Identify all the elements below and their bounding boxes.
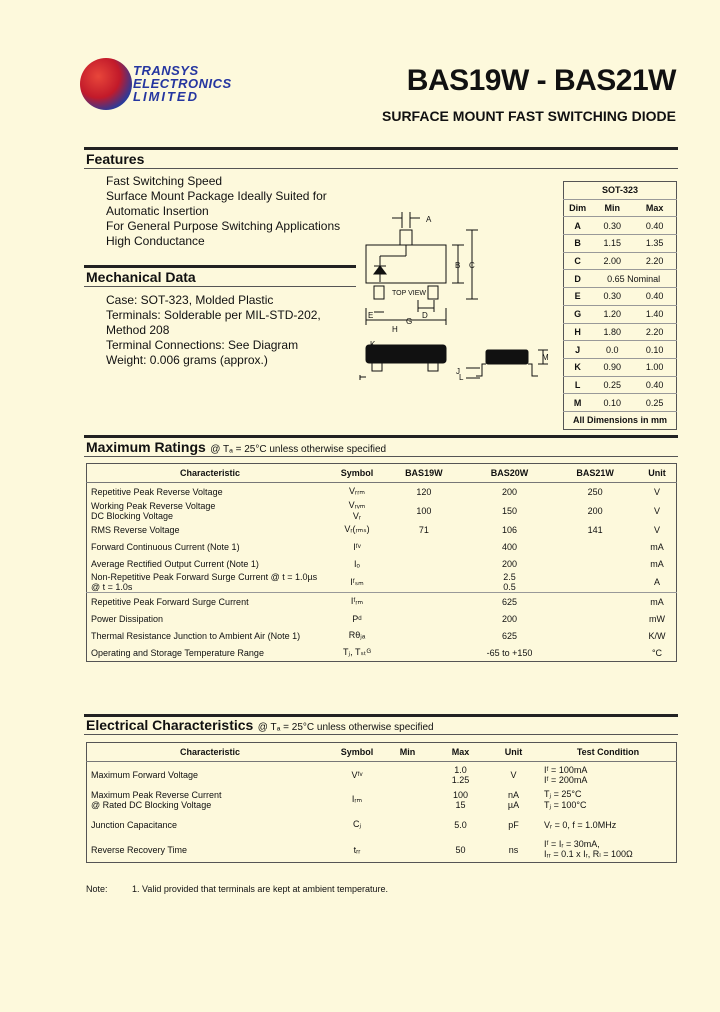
features-list xyxy=(106,174,366,249)
package-diagram xyxy=(356,200,556,390)
product-subtitle: SURFACE MOUNT FAST SWITCHING DIODE xyxy=(382,108,676,124)
company-name xyxy=(133,64,232,103)
value-cell: 141 xyxy=(587,524,603,535)
dim-label-g: G xyxy=(406,317,413,326)
divider xyxy=(84,286,356,287)
col-header: Characteristic xyxy=(87,743,334,762)
dim-row: A 0.30 0.40 xyxy=(564,217,677,235)
dims-footer: All Dimensions in mm xyxy=(572,415,668,426)
dim-row: J 0.0 0.10 xyxy=(564,341,677,359)
dim-label-j: J xyxy=(456,367,460,376)
mechanical-item: Weight: 0.006 grams (approx.) xyxy=(106,353,268,367)
value-cell: 625 xyxy=(381,593,638,611)
dim-label-b: B xyxy=(455,261,461,270)
divider xyxy=(84,147,678,150)
electrical-table xyxy=(86,742,677,863)
value-cell: 200 xyxy=(587,505,603,516)
mechanical-list xyxy=(106,293,346,368)
col-header: Test Condition xyxy=(540,743,677,762)
unit-cell: K/W xyxy=(648,630,666,641)
unit-cell: V xyxy=(653,486,660,497)
features-title: Features xyxy=(86,151,145,167)
dim-label-a: A xyxy=(426,215,432,224)
dim-row: G 1.20 1.40 xyxy=(564,305,677,323)
characteristic-cell: Junction Capacitance xyxy=(91,819,178,830)
pin-bottom-left xyxy=(374,286,384,299)
value-cell: 150 xyxy=(501,505,517,516)
dim-row: C 2.00 2.20 xyxy=(564,252,677,270)
unit-cell: V xyxy=(510,769,517,780)
feature-item: Automatic Insertion xyxy=(106,204,209,218)
unit-cell: °C xyxy=(651,647,663,658)
characteristic-cell: Working Peak Reverse Voltage DC Blocking Voltage xyxy=(91,500,216,521)
dim-label-l: L xyxy=(459,373,464,382)
unit-cell: V xyxy=(653,505,660,516)
col-header: Unit xyxy=(487,743,540,762)
table-row xyxy=(87,572,677,593)
symbol-cell: Rθⱼₐ xyxy=(348,630,366,640)
symbol-cell: Vᵣ(ᵣₘₛ) xyxy=(344,524,370,534)
mechanical-item: Terminal Connections: See Diagram xyxy=(106,338,299,352)
electrical-note: @ Tₐ = 25°C unless otherwise specified xyxy=(257,722,434,733)
footnote-text: 1. Valid provided that terminals are kept at ambient temperature. xyxy=(132,884,388,894)
dimensions-table xyxy=(563,181,677,430)
characteristic-cell: Reverse Recovery Time xyxy=(91,844,188,855)
value-cell: 120 xyxy=(416,486,432,497)
dim-row: B 1.15 1.35 xyxy=(564,235,677,253)
col-header: BAS21W xyxy=(552,464,638,483)
min-cell xyxy=(381,837,434,863)
symbol-cell: Iᶠᵛ xyxy=(353,541,361,552)
unit-cell: ns xyxy=(508,844,519,855)
col-header: Symbol xyxy=(333,743,381,762)
test-condition-cell: Tⱼ = 25°C Tⱼ = 100°C xyxy=(544,788,587,810)
unit-cell: mA xyxy=(638,593,677,611)
feature-item: Fast Switching Speed xyxy=(106,174,223,188)
col-header: BAS20W xyxy=(467,464,553,483)
logo-line-3: LIMITED xyxy=(133,89,199,104)
table-row xyxy=(87,593,677,611)
feature-item: For General Purpose Switching Applications xyxy=(106,219,341,233)
dim-label-c: C xyxy=(469,261,475,270)
pin-bottom-right xyxy=(428,286,438,299)
dim-label-e: E xyxy=(368,311,374,320)
dim-row: H 1.80 2.20 xyxy=(564,323,677,341)
table-row xyxy=(87,837,677,863)
feature-item: High Conductance xyxy=(106,234,205,248)
mechanical-item: Terminals: Solderable per MIL-STD-202, xyxy=(106,308,321,322)
symbol-cell: Vᵣᵥₘ Vᵣ xyxy=(348,500,366,521)
logo-line-2: ELECTRONICS xyxy=(133,76,232,91)
table-row xyxy=(87,644,677,662)
col-header: Symbol xyxy=(333,464,381,483)
symbol-cell: Vᶠᵛ xyxy=(351,769,363,780)
part-number-title: BAS19W - BAS21W xyxy=(406,64,676,97)
max-cell: 5.0 xyxy=(454,819,467,830)
unit-cell: mW xyxy=(649,613,665,624)
dim-header: Min xyxy=(591,199,633,217)
table-row xyxy=(87,483,677,501)
col-header: Characteristic xyxy=(87,464,334,483)
divider xyxy=(84,265,356,268)
table-row xyxy=(87,812,677,837)
value-cell: -65 to +150 xyxy=(486,647,533,658)
unit-cell: mA xyxy=(650,558,664,569)
value-cell: 200 xyxy=(501,486,517,497)
characteristic-cell: Average Rectified Output Current (Note 1) xyxy=(91,558,259,569)
electrical-heading xyxy=(86,717,434,735)
dim-row: L 0.25 0.40 xyxy=(564,376,677,394)
dim-row: M 0.10 0.25 xyxy=(564,394,677,412)
characteristic-cell: Maximum Forward Voltage xyxy=(91,769,199,780)
min-cell xyxy=(381,762,434,788)
dim-row: K 0.90 1.00 xyxy=(564,358,677,376)
dim-row: D 0.65 Nominal xyxy=(564,270,677,288)
characteristic-cell: Operating and Storage Temperature Range xyxy=(91,647,264,658)
characteristic-cell: Power Dissipation xyxy=(91,613,164,624)
table-row xyxy=(87,787,677,812)
value-cell: 200 xyxy=(501,558,518,569)
dim-label-m: M xyxy=(542,353,549,362)
symbol-cell: Iᶠₛₘ xyxy=(350,576,364,587)
mechanical-item: Case: SOT-323, Molded Plastic xyxy=(106,293,274,307)
package-body-side xyxy=(366,345,446,363)
footnote xyxy=(86,884,388,894)
pin-top xyxy=(400,230,412,245)
table-row xyxy=(87,762,677,788)
col-header: Unit xyxy=(638,464,677,483)
value-cell: 106 xyxy=(501,524,517,535)
value-cell: 2.5 0.5 xyxy=(503,572,516,592)
col-header: Max xyxy=(434,743,487,762)
min-cell xyxy=(381,812,434,837)
characteristic-cell: RMS Reverse Voltage xyxy=(91,524,180,535)
table-row xyxy=(87,610,677,627)
unit-cell: nA µA xyxy=(507,789,520,810)
ratings-note: @ Tₐ = 25°C unless otherwise specified xyxy=(210,444,387,455)
divider xyxy=(84,168,678,169)
col-header: Min xyxy=(381,743,434,762)
value-cell: 200 xyxy=(501,613,518,624)
footnote-label: Note: xyxy=(86,884,108,894)
divider xyxy=(84,456,678,457)
ratings-table xyxy=(86,463,677,662)
logo-line-1: TRANSYS xyxy=(133,63,199,78)
table-row xyxy=(87,521,677,538)
symbol-cell: tᵣᵣ xyxy=(353,844,361,855)
characteristic-cell: Repetitive Peak Reverse Voltage xyxy=(91,486,223,497)
value-cell: 625 xyxy=(501,630,518,641)
symbol-cell: Iᶠᵣₘ xyxy=(333,593,381,611)
value-cell: 250 xyxy=(587,486,603,497)
table-row xyxy=(87,538,677,555)
symbol-cell: Iᵣₘ xyxy=(351,794,363,804)
ratings-heading xyxy=(86,439,386,457)
symbol-cell: Cⱼ xyxy=(352,819,362,829)
dim-header: Dim xyxy=(564,199,592,217)
characteristic-cell: Non-Repetitive Peak Forward Surge Current @ t = 1.0µs @ t = 1.0s xyxy=(91,572,318,592)
package-name: SOT-323 xyxy=(564,182,677,200)
feature-item: Surface Mount Package Ideally Suited for xyxy=(106,189,327,203)
mechanical-title: Mechanical Data xyxy=(86,269,196,285)
col-header: BAS19W xyxy=(381,464,467,483)
ratings-title: Maximum Ratings xyxy=(86,439,206,455)
test-condition-cell: Iᶠ = 100mA Iᶠ = 200mA xyxy=(544,764,588,785)
unit-cell: pF xyxy=(508,819,519,830)
characteristic-cell: Thermal Resistance Junction to Ambient Air (Note 1) xyxy=(91,630,301,641)
value-cell: 71 xyxy=(418,524,429,535)
symbol-cell: Pᵈ xyxy=(352,613,362,624)
symbol-cell: Vᵣᵣₘ xyxy=(349,486,365,496)
dim-row: E 0.30 0.40 xyxy=(564,288,677,306)
mechanical-item: Method 208 xyxy=(106,323,170,337)
unit-cell: A xyxy=(653,577,660,587)
dim-label-h: H xyxy=(392,325,398,334)
table-row xyxy=(87,555,677,572)
max-cell: 100 15 xyxy=(452,789,469,810)
max-cell: 1.0 1.25 xyxy=(451,764,470,785)
symbol-cell: Tⱼ, Tₛₜᴳ xyxy=(343,647,371,657)
unit-cell: V xyxy=(653,524,660,535)
min-cell xyxy=(381,787,434,812)
characteristic-cell: Maximum Peak Reverse Current @ Rated DC Blocking Voltage xyxy=(91,789,222,810)
top-view-label: TOP VIEW xyxy=(392,290,426,297)
max-cell: 50 xyxy=(455,844,466,855)
test-condition-cell: Vᵣ = 0, f = 1.0MHz xyxy=(544,819,617,830)
divider xyxy=(84,435,678,438)
electrical-title: Electrical Characteristics xyxy=(86,717,254,733)
table-row xyxy=(87,627,677,644)
characteristic-cell: Forward Continuous Current (Note 1) xyxy=(91,541,240,552)
company-logo xyxy=(80,58,132,110)
value-cell: 400 xyxy=(501,541,518,552)
unit-cell: mA xyxy=(650,541,664,552)
symbol-cell: Iₒ xyxy=(354,558,360,569)
characteristic-cell: Repetitive Peak Forward Surge Current xyxy=(87,593,334,611)
dim-label-d: D xyxy=(422,311,428,320)
value-cell: 100 xyxy=(416,505,432,516)
dim-header: Max xyxy=(633,199,676,217)
divider xyxy=(84,734,678,735)
test-condition-cell: Iᶠ = Iᵣ = 30mA, Iᵣᵣ = 0.1 x Iᵣ, Rₗ = 100Ω xyxy=(544,839,633,859)
dim-label-k: K xyxy=(370,340,376,349)
table-row xyxy=(87,500,677,521)
package-body-end xyxy=(486,350,528,364)
